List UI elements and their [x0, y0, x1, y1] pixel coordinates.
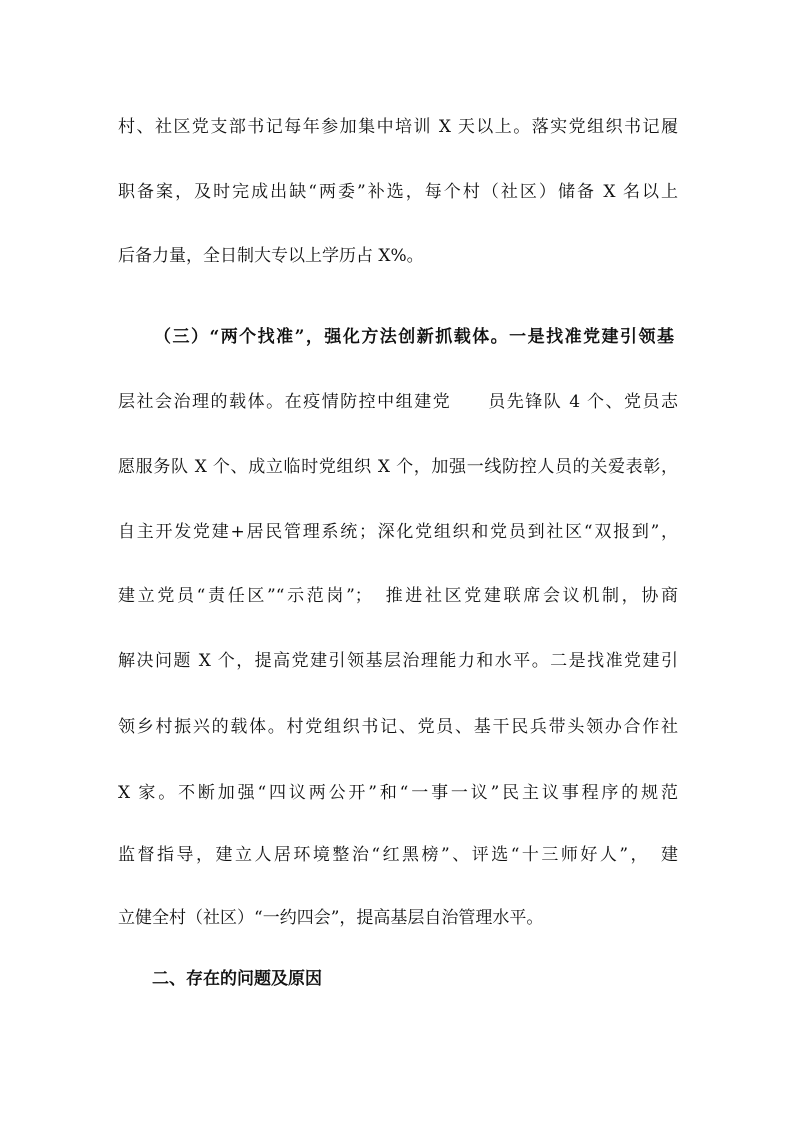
section-three-line-7: 领乡村振兴的载体。村党组织书记、党员、基干民兵带头领办合作社 [118, 717, 678, 737]
section-three-line-10: 立健全村（社区）“一约四会”，提高基层自治管理水平。 [118, 908, 544, 928]
paragraph-line-3: 后备力量，全日制大专以上学历占 X%。 [118, 246, 424, 266]
section-three-line-3: 愿服务队 X 个、成立临时党组织 X 个，加强一线防控人员的关爱表彰， [118, 457, 678, 477]
section-three-line-1: （三）“两个找准”，强化方法创新抓载体。一是找准党建引领基 [154, 327, 674, 347]
section-three-line-2: 层社会治理的载体。在疫情防控中组建党 员先锋队 4 个、党员志 [118, 392, 678, 412]
section-three-line-9: 监督指导，建立人居环境整治“红黑榜”、评选“十三师好人”， 建 [118, 845, 678, 865]
paragraph-line-2: 职备案，及时完成出缺“两委”补选，每个村（社区）储备 X 名以上 [118, 182, 678, 202]
section-three-line-8: X 家。不断加强“四议两公开”和“一事一议”民主议事程序的规范 [118, 783, 678, 803]
section-heading-problems: 二、存在的问题及原因 [152, 969, 322, 989]
section-three-line-4: 自主开发党建+居民管理系统；深化党组织和党员到社区“双报到”， [118, 522, 678, 542]
section-three-line-6: 解决问题 X 个，提高党建引领基层治理能力和水平。二是找准党建引 [118, 651, 678, 671]
paragraph-line-1: 村、社区党支部书记每年参加集中培训 X 天以上。落实党组织书记履 [118, 117, 678, 137]
section-three-line-5: 建立党员“责任区”“示范岗”； 推进社区党建联席会议机制，协商 [118, 586, 678, 606]
